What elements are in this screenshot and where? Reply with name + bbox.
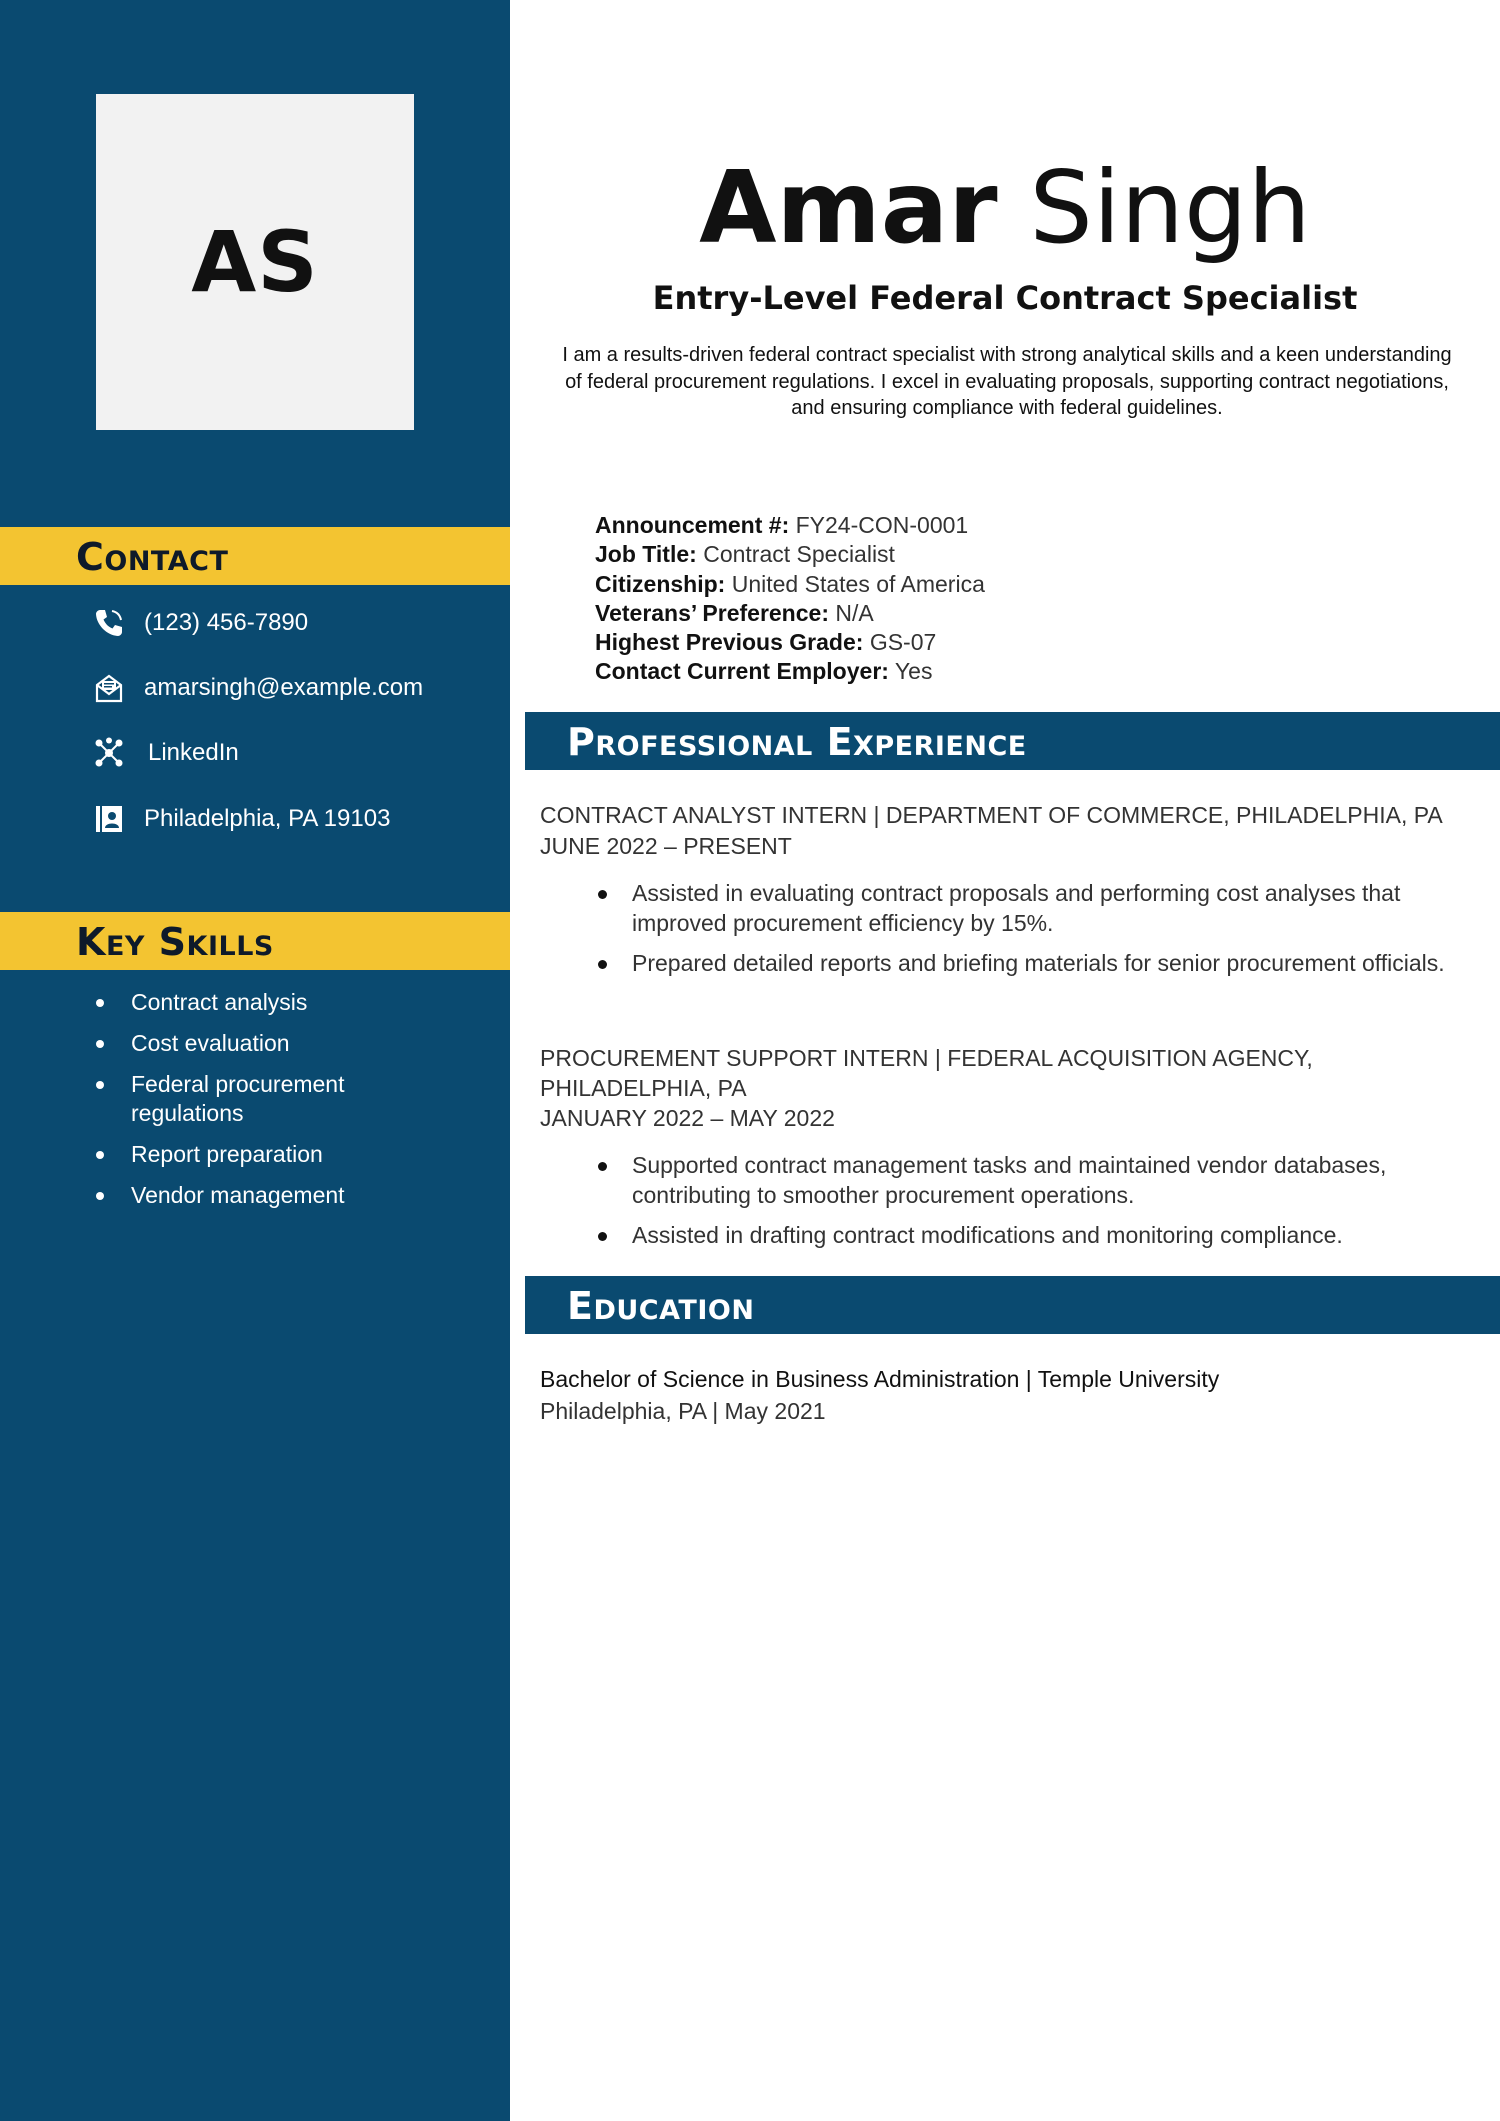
contact-linkedin[interactable] [92,733,239,773]
last-name: Singh [1029,149,1311,266]
skills-heading-band [0,912,510,970]
fact-key: Contact Current Employer: [595,658,889,685]
fact-veterans-preference [595,599,985,628]
skill-item: Vendor management [90,1181,490,1210]
phone-icon [92,606,126,640]
email-address: amarsingh@example.com [144,674,424,701]
contact-address[interactable] [92,799,390,839]
skill-item: Cost evaluation [90,1029,490,1058]
job-title: Entry-Level Federal Contract Specialist [652,279,1358,317]
fact-highest-grade [595,628,985,657]
education-meta: Philadelphia, PA | May 2021 [540,1398,826,1424]
fact-value: Yes [894,658,933,685]
candidate-name [510,148,1500,268]
address: Philadelphia, PA 19103 [144,805,391,832]
fact-value: FY24-CON-0001 [795,512,969,538]
job-bullet: Assisted in drafting contract modifications and monitoring compliance. [540,1221,1470,1251]
contact-heading: Contact [76,535,229,579]
contact-email[interactable] [92,668,423,708]
job-dates: JUNE 2022 – PRESENT [540,833,792,859]
skill-item: Federal procurement regulations [90,1070,380,1128]
fact-value: N/A [835,599,874,626]
job-bullet: Prepared detailed reports and briefing materials for senior procurement officials. [540,949,1470,979]
phone-number: (123) 456-7890 [144,609,309,636]
fact-key: Announcement #: [595,512,790,538]
monogram: AS [191,213,319,311]
job-bullet: Supported contract management tasks and maintained vendor databases, contributing to smoother procurement operations. [540,1151,1470,1210]
first-name: Amar [699,149,998,266]
fact-key: Job Title: [595,541,697,568]
fact-value: GS-07 [869,629,937,656]
fact-key: Veterans’ Preference: [595,599,829,626]
fact-value: United States of America [731,570,985,597]
mail-icon [92,671,126,705]
job-bullets [540,879,1470,990]
contact-phone[interactable] [92,603,308,643]
contact-heading-band [0,527,510,585]
fact-value: Contract Specialist [703,541,895,568]
federal-facts [595,511,985,687]
skill-item: Report preparation [90,1140,490,1169]
job-bullets [540,1151,1470,1262]
summary: I am a results-driven federal contract specialist with strong analytical skills and a keen understanding of federal procurement regulations. I excel in evaluating proposals, supporting contract negotiations, and ensuring compliance with federal guidelines. [562,344,1452,419]
fact-key: Highest Previous Grade: [595,629,864,656]
job-dates: JANUARY 2022 – MAY 2022 [540,1105,835,1131]
sidebar [0,0,510,2121]
address-icon [92,802,126,836]
fact-announcement [595,511,985,540]
education-degree: Bachelor of Science in Business Administration | Temple University [540,1366,1220,1392]
monogram-box [96,94,414,430]
fact-contact-employer [595,657,985,686]
fact-key: Citizenship: [595,570,726,597]
education-heading-bar [525,1276,1500,1334]
linkedin-icon [92,736,126,770]
linkedin-link[interactable]: LinkedIn [148,739,239,766]
skill-item: Contract analysis [90,988,490,1017]
experience-heading: Professional Experience [567,720,1027,764]
job-bullet: Assisted in evaluating contract proposals and performing cost analyses that improved procurement efficiency by 15%. [540,879,1470,938]
job-title-line: CONTRACT ANALYST INTERN | DEPARTMENT OF COMMERCE, PHILADELPHIA, PA [540,802,1443,828]
fact-citizenship [595,570,985,599]
experience-heading-bar [525,712,1500,770]
job-title-line: PROCUREMENT SUPPORT INTERN | FEDERAL ACQUISITION AGENCY, PHILADELPHIA, PA [540,1045,1313,1101]
fact-job-title [595,540,985,569]
education-heading: Education [567,1284,755,1328]
skills-list [90,988,490,1222]
skills-heading: Key Skills [76,920,274,964]
